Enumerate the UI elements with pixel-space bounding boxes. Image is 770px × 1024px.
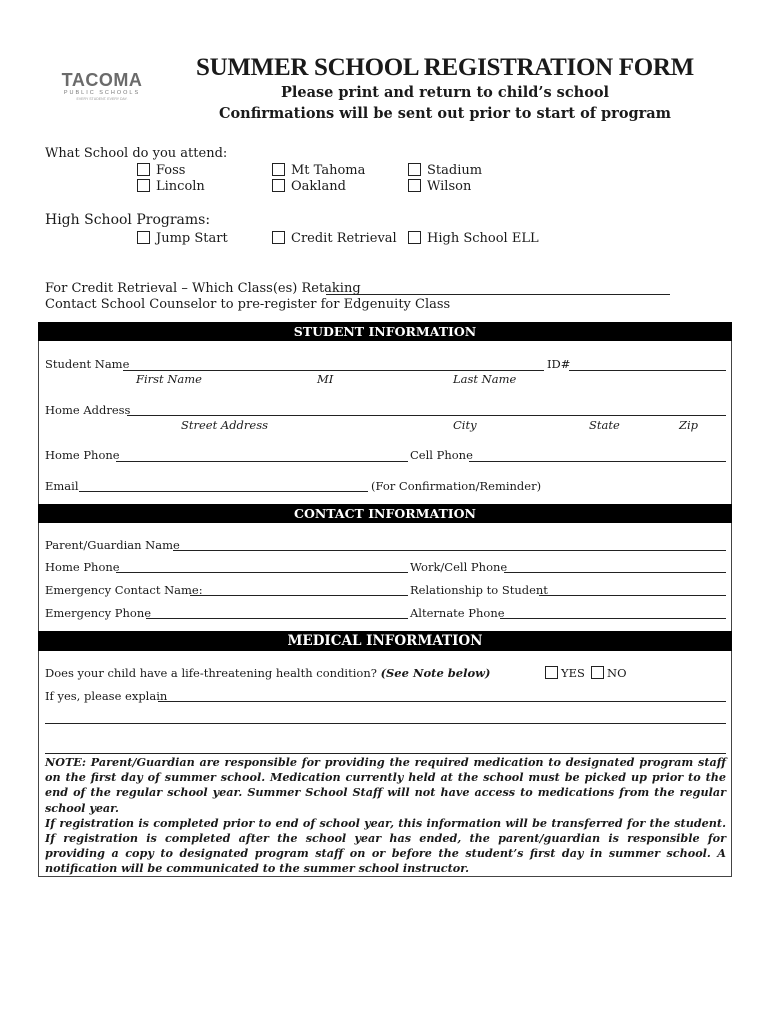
school-option-mt-tahoma[interactable]: Mt Tahoma — [272, 163, 365, 178]
checkbox-credit-retrieval[interactable] — [272, 231, 285, 244]
program-option-high-school-ell[interactable]: High School ELL — [408, 231, 539, 246]
medical-yes-option[interactable]: YES — [545, 666, 585, 680]
school-option-foss[interactable]: Foss — [137, 163, 185, 178]
tacoma-public-schools-logo — [52, 70, 152, 102]
program-option-credit-retrieval[interactable]: Credit Retrieval — [272, 231, 397, 246]
school-option-lincoln[interactable]: Lincoln — [137, 179, 205, 194]
emergency-contact-field[interactable] — [190, 595, 408, 596]
medical-no-option[interactable]: NO — [591, 666, 627, 680]
health-condition-question: Does your child have a life-threatening health condition? (See Note below) — [45, 666, 491, 680]
checkbox-no[interactable] — [591, 666, 604, 679]
checkbox-stadium[interactable] — [408, 163, 421, 176]
checkbox-mt-tahoma[interactable] — [272, 163, 285, 176]
student-home-phone-label: Home Phone — [45, 448, 120, 462]
student-id-field[interactable] — [569, 370, 726, 371]
last-name-caption: Last Name — [453, 372, 517, 386]
school-option-stadium[interactable]: Stadium — [408, 163, 482, 178]
checkbox-foss[interactable] — [137, 163, 150, 176]
alternate-phone-label: Alternate Phone — [410, 606, 505, 620]
student-information-heading: STUDENT INFORMATION — [38, 322, 732, 341]
credit-retaking-label: For Credit Retrieval – Which Class(es) Retaking — [45, 281, 361, 296]
form-subtitle-return: Please print and return to child’s school — [280, 84, 610, 101]
mi-caption: MI — [317, 372, 334, 386]
work-cell-phone-field[interactable] — [504, 572, 726, 573]
checkbox-jump-start[interactable] — [137, 231, 150, 244]
email-label: Email — [45, 479, 79, 493]
guardian-name-field[interactable] — [173, 550, 726, 551]
first-name-caption: First Name — [136, 372, 202, 386]
email-note: (For Confirmation/Reminder) — [371, 479, 542, 493]
note-paragraph-medication: NOTE: Parent/Guardian are responsible for providing the required medication to designated program staff on the first day of summer school. Medication currently held at the school must be picked up prior to the end of the regular school year. Summer School Staff will not have access to medications from the regular school year. — [45, 755, 726, 815]
program-option-jump-start[interactable]: Jump Start — [137, 231, 228, 246]
contact-home-phone-label: Home Phone — [45, 560, 120, 574]
checkbox-yes[interactable] — [545, 666, 558, 679]
counselor-note: Contact School Counselor to pre-register for Edgenuity Class — [45, 297, 451, 312]
logo-name: TACOMA — [61, 70, 143, 90]
see-note-below: (See Note below) — [380, 666, 491, 680]
student-cell-phone-label: Cell Phone — [410, 448, 473, 462]
student-id-label: ID# — [547, 357, 571, 371]
school-question: What School do you attend: — [45, 146, 228, 161]
street-address-caption: Street Address — [181, 418, 269, 432]
student-cell-phone-field[interactable] — [469, 461, 726, 462]
emergency-phone-label: Emergency Phone — [45, 606, 152, 620]
note-paragraph-registration: If registration is completed prior to end of school year, this information will be transferred for the student. If registration is completed after the school year has ended, the parent/guardian is responsible for providing a copy to designated program staff on or before the student’s first day in summer school. A notification will be communicated to the summer school instructor. — [45, 815, 726, 876]
student-name-label: Student Name — [45, 357, 130, 371]
medication-note — [45, 755, 726, 877]
explain-label: If yes, please explain — [45, 689, 168, 703]
logo-tagline: EVERY STUDENT. EVERY DAY. — [76, 97, 128, 101]
form-subtitle-confirmations: Confirmations will be sent out prior to start of program — [218, 105, 672, 122]
alternate-phone-field[interactable] — [500, 618, 726, 619]
zip-caption: Zip — [679, 418, 699, 432]
programs-heading: High School Programs: — [45, 212, 211, 228]
student-home-phone-field[interactable] — [116, 461, 408, 462]
school-option-oakland[interactable]: Oakland — [272, 179, 346, 194]
checkbox-high-school-ell[interactable] — [408, 231, 421, 244]
explain-field-line-2[interactable] — [45, 723, 726, 724]
checkbox-wilson[interactable] — [408, 179, 421, 192]
guardian-name-label: Parent/Guardian Name — [45, 538, 180, 552]
city-caption: City — [453, 418, 477, 432]
checkbox-lincoln[interactable] — [137, 179, 150, 192]
relationship-field[interactable] — [539, 595, 726, 596]
work-cell-phone-label: Work/Cell Phone — [410, 560, 508, 574]
school-option-wilson[interactable]: Wilson — [408, 179, 471, 194]
student-name-field[interactable] — [123, 370, 544, 371]
emergency-contact-label: Emergency Contact Name: — [45, 583, 203, 597]
form-title: SUMMER SCHOOL REGISTRATION FORM — [196, 54, 694, 81]
checkbox-oakland[interactable] — [272, 179, 285, 192]
emergency-phone-field[interactable] — [146, 618, 408, 619]
state-caption: State — [589, 418, 620, 432]
email-field[interactable] — [79, 491, 368, 492]
explain-field-line-3[interactable] — [45, 753, 726, 754]
medical-information-heading: MEDICAL INFORMATION — [38, 631, 732, 651]
logo-sub: PUBLIC SCHOOLS — [63, 90, 141, 96]
contact-information-heading: CONTACT INFORMATION — [38, 504, 732, 523]
credit-retaking-field[interactable] — [326, 294, 670, 295]
home-address-label: Home Address — [45, 403, 131, 417]
contact-home-phone-field[interactable] — [116, 572, 408, 573]
explain-field-line-1[interactable] — [158, 701, 726, 702]
relationship-label: Relationship to Student — [410, 583, 548, 597]
home-address-field[interactable] — [127, 415, 726, 416]
